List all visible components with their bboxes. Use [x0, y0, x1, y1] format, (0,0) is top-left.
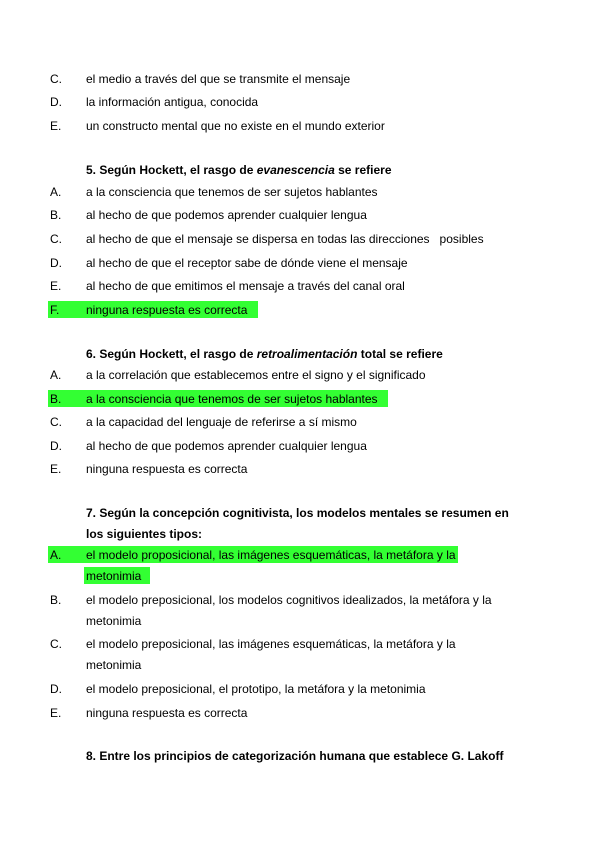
question-5-term: evanescencia [256, 163, 335, 177]
option-text: a la consciencia que tenemos de ser sujetos hablantes [86, 185, 378, 199]
question-7-title-line2: los siguientes tipos: [86, 527, 203, 541]
option-letter: E. [50, 279, 62, 293]
option-letter: C. [50, 415, 62, 429]
option-letter: D. [50, 682, 62, 696]
option-letter: E. [50, 706, 62, 720]
option-letter: B. [50, 208, 62, 222]
option-letter: C. [50, 637, 62, 651]
question-6-prefix: 6. Según Hockett, el rasgo de [86, 347, 257, 361]
option-text: a la capacidad del lenguaje de referirse a sí mismo [86, 415, 357, 429]
option-text-continued: metonimia [86, 658, 142, 672]
question-5-suffix: se refiere [334, 163, 392, 177]
option-letter: D. [50, 256, 62, 270]
question-6-suffix: total se refiere [357, 347, 443, 361]
option-text: al hecho de que podemos aprender cualquier lengua [86, 439, 367, 453]
question-6-term: retroalimentación [256, 347, 358, 361]
option-text: la información antigua, conocida [86, 95, 259, 109]
option-text-continued: metonimia [86, 569, 142, 583]
option-letter: D. [50, 439, 62, 453]
question-8-title: 8. Entre los principios de categorización humana que establece G. Lakoff [86, 749, 504, 763]
option-text: ninguna respuesta es correcta [86, 706, 248, 720]
option-letter: B. [50, 593, 62, 607]
option-letter: A. [50, 548, 62, 562]
option-letter: C. [50, 232, 62, 246]
option-letter: E. [50, 462, 62, 476]
option-text: al hecho de que podemos aprender cualquier lengua [86, 208, 367, 222]
option-text: ninguna respuesta es correcta [86, 462, 248, 476]
option-letter: A. [50, 185, 62, 199]
option-text: el modelo preposicional, las imágenes esquemáticas, la metáfora y la [86, 637, 456, 651]
question-5-prefix: 5. Según Hockett, el rasgo de [86, 163, 257, 177]
option-text: el modelo proposicional, las imágenes esquemáticas, la metáfora y la [86, 548, 456, 562]
option-text: al hecho de que el receptor sabe de dónde viene el mensaje [86, 256, 408, 270]
option-text: al hecho de que el mensaje se dispersa en todas las direcciones posibles [86, 232, 484, 246]
option-text: el modelo preposicional, el prototipo, la metáfora y la metonimia [86, 682, 426, 696]
question-6-title [86, 346, 443, 362]
option-text: a la consciencia que tenemos de ser sujetos hablantes [86, 392, 378, 406]
option-text: el medio a través del que se transmite el mensaje [86, 72, 351, 86]
question-5-title [86, 162, 392, 178]
option-letter: B. [50, 392, 62, 406]
option-letter: F. [50, 303, 60, 317]
option-text-continued: metonimia [86, 614, 142, 628]
option-text: al hecho de que emitimos el mensaje a través del canal oral [86, 279, 405, 293]
option-letter: E. [50, 119, 62, 133]
option-letter: D. [50, 95, 62, 109]
option-text: ninguna respuesta es correcta [86, 303, 248, 317]
option-letter: C. [50, 72, 62, 86]
option-text: a la correlación que establecemos entre el signo y el significado [86, 368, 426, 382]
question-7-title-line1: 7. Según la concepción cognitivista, los modelos mentales se resumen en [86, 506, 509, 520]
option-letter: A. [50, 368, 62, 382]
option-text: el modelo preposicional, los modelos cognitivos idealizados, la metáfora y la [86, 593, 492, 607]
option-text: un constructo mental que no existe en el mundo exterior [86, 119, 385, 133]
